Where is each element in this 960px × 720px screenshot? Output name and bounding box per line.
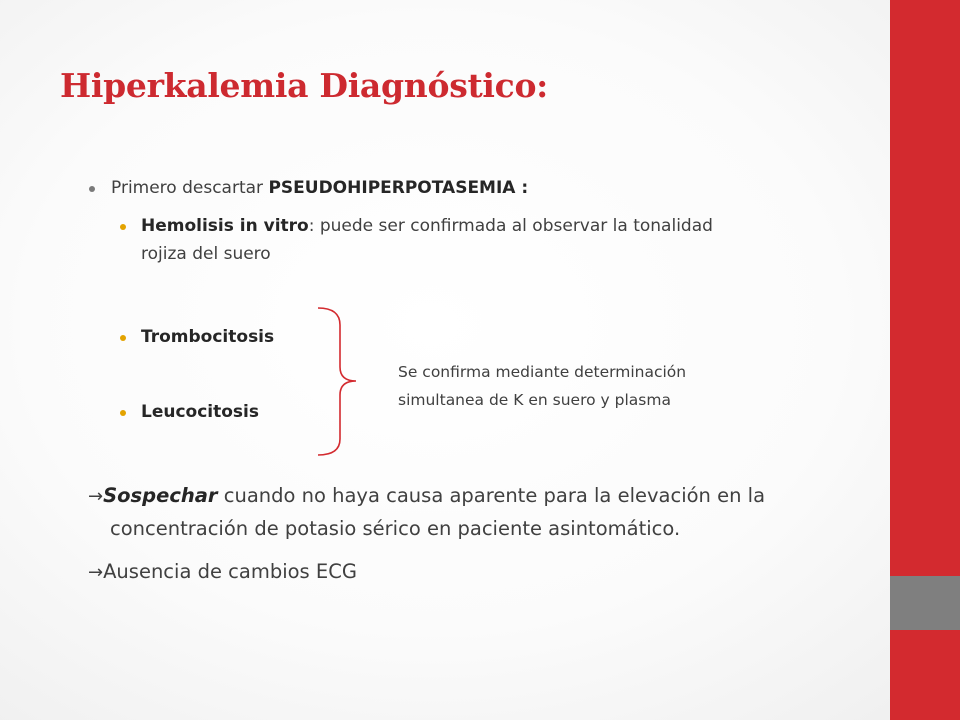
- brace-note: [398, 358, 686, 414]
- arrow-line-ecg-text: Ausencia de cambios ECG: [103, 560, 357, 583]
- sub-bullet-dot: [120, 335, 126, 341]
- arrow-line-sospechar: [88, 480, 888, 545]
- bullet-primary-bold: PSEUDOHIPERPOTASEMIA :: [268, 178, 529, 198]
- sub-item-hemolisis-text2: rojiza del suero: [141, 244, 271, 264]
- brace-note-line2: simultanea de K en suero y plasma: [398, 391, 671, 409]
- sidebar-accent-bottom: [890, 630, 960, 720]
- sub-item-trombocitosis-bold: Trombocitosis: [141, 327, 275, 347]
- slide-title: Hiperkalemia Diagnóstico:: [60, 66, 549, 105]
- brace-connector: [310, 305, 360, 460]
- brace-note-line1: Se confirma mediante determinación: [398, 363, 687, 381]
- right-arrow-icon: →: [88, 486, 104, 507]
- arrow-line-sospechar-italic: Sospechar: [103, 484, 218, 507]
- sub-item-hemolisis-bold: Hemolisis in vitro: [141, 216, 309, 236]
- arrow-line-ecg: [88, 556, 357, 589]
- sub-item-leucocitosis-bold: Leucocitosis: [141, 402, 259, 422]
- sidebar-accent-gray: [890, 576, 960, 630]
- sidebar-accent-top: [890, 0, 960, 576]
- bullet-primary-text: Primero descartar: [111, 178, 269, 198]
- sub-item-leucocitosis: [141, 398, 259, 426]
- sub-item-hemolisis: [141, 212, 881, 268]
- sub-item-trombocitosis: [141, 323, 274, 351]
- sub-item-hemolisis-text1: : puede ser confirmada al observar la tonalidad: [308, 216, 713, 236]
- bullet-dot: [89, 186, 95, 192]
- arrow-line-sospechar-text2: concentración de potasio sérico en paciente asintomático.: [110, 517, 681, 540]
- sub-bullet-dot: [120, 224, 126, 230]
- right-arrow-icon: →: [88, 562, 104, 583]
- arrow-line-sospechar-text1: cuando no haya causa aparente para la elevación en la: [217, 484, 766, 507]
- bullet-primary: [111, 178, 528, 198]
- sub-bullet-dot: [120, 410, 126, 416]
